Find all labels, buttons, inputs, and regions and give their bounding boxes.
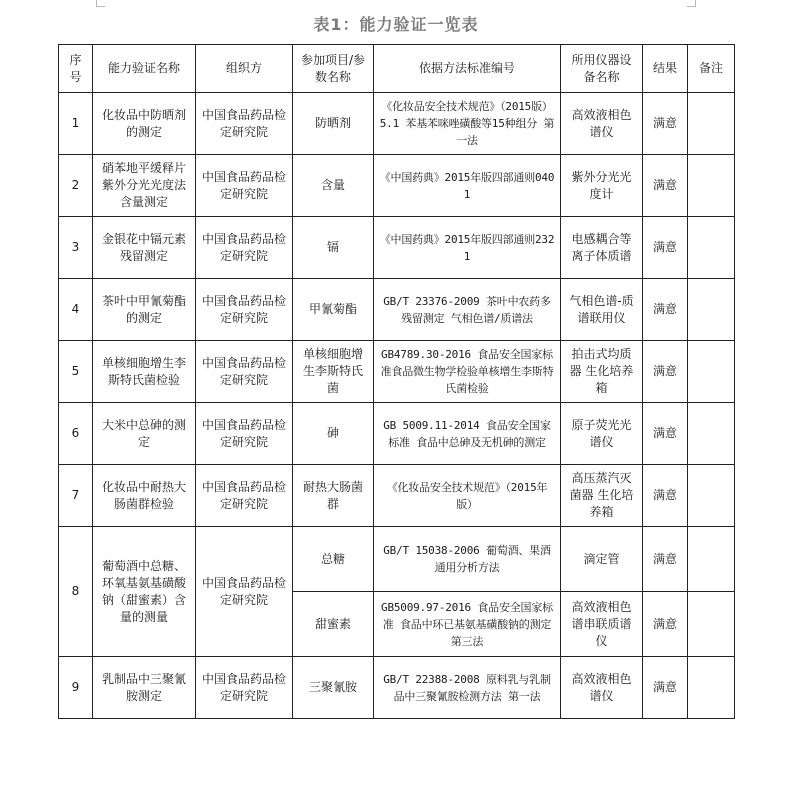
cell-item: 耐热大肠菌群	[293, 465, 374, 527]
header-name: 能力验证名称	[93, 45, 196, 93]
cell-item: 三聚氰胺	[293, 657, 374, 719]
cell-name: 乳制品中三聚氰胺测定	[93, 657, 196, 719]
table-row	[59, 403, 735, 465]
table-row	[59, 527, 735, 592]
cell-result: 满意	[643, 527, 688, 592]
cell-name: 茶叶中甲氰菊酯的测定	[93, 279, 196, 341]
cell-org: 中国食品药品检定研究院	[196, 657, 293, 719]
cell-no: 9	[59, 657, 93, 719]
cell-method: 《化妆品安全技术规范》（2015年版）	[374, 465, 561, 527]
cell-note	[688, 217, 735, 279]
cell-result: 满意	[643, 592, 688, 657]
header-method: 依据方法标准编号	[374, 45, 561, 93]
cell-item: 防晒剂	[293, 93, 374, 155]
header-row	[59, 45, 735, 93]
cell-org: 中国食品药品检定研究院	[196, 527, 293, 657]
cell-no: 5	[59, 341, 93, 403]
cell-no: 6	[59, 403, 93, 465]
cell-name: 葡萄酒中总糖、环氧基氨基磺酸钠（甜蜜素）含量的测量	[93, 527, 196, 657]
cell-instrument: 高效液相色谱串联质谱仪	[561, 592, 643, 657]
cell-name: 硝苯地平缓释片紫外分光光度法含量测定	[93, 155, 196, 217]
cell-result: 满意	[643, 93, 688, 155]
cell-instrument: 高效液相色谱仪	[561, 93, 643, 155]
cell-no: 4	[59, 279, 93, 341]
cell-item: 镉	[293, 217, 374, 279]
table-row	[59, 657, 735, 719]
cell-note	[688, 465, 735, 527]
cell-note	[688, 527, 735, 592]
header-instrument: 所用仪器设备名称	[561, 45, 643, 93]
cell-item: 甜蜜素	[293, 592, 374, 657]
cell-note	[688, 403, 735, 465]
table-title: 表1：能力验证一览表	[313, 15, 479, 34]
cell-no: 7	[59, 465, 93, 527]
cell-result: 满意	[643, 403, 688, 465]
cell-method: GB5009.97-2016 食品安全国家标准 食品中环已基氨基磺酸钠的测定 第三法	[374, 592, 561, 657]
cell-instrument: 高压蒸汽灭菌器 生化培养箱	[561, 465, 643, 527]
proficiency-testing-table	[58, 44, 735, 719]
header-item: 参加项目/参数名称	[293, 45, 374, 93]
page-corner-mark-left	[96, 0, 105, 7]
cell-note	[688, 279, 735, 341]
table-row	[59, 217, 735, 279]
cell-method: 《中国药典》2015年版四部通则2321	[374, 217, 561, 279]
cell-org: 中国食品药品检定研究院	[196, 341, 293, 403]
cell-method: 《化妆品安全技术规范》（2015版）5.1 苯基苯咪唑磺酸等15种组分 第一法	[374, 93, 561, 155]
cell-result: 满意	[643, 279, 688, 341]
cell-org: 中国食品药品检定研究院	[196, 403, 293, 465]
cell-instrument: 拍击式均质器 生化培养箱	[561, 341, 643, 403]
cell-method: GB/T 15038-2006 葡萄酒、果酒通用分析方法	[374, 527, 561, 592]
cell-result: 满意	[643, 341, 688, 403]
cell-name: 金银花中镉元素残留测定	[93, 217, 196, 279]
cell-result: 满意	[643, 657, 688, 719]
cell-instrument: 原子荧光光谱仪	[561, 403, 643, 465]
cell-note	[688, 657, 735, 719]
cell-no: 3	[59, 217, 93, 279]
cell-item: 甲氰菊酯	[293, 279, 374, 341]
cell-no: 2	[59, 155, 93, 217]
cell-name: 化妆品中耐热大肠菌群检验	[93, 465, 196, 527]
table-row	[59, 279, 735, 341]
cell-method: GB 5009.11-2014 食品安全国家标准 食品中总砷及无机砷的测定	[374, 403, 561, 465]
cell-org: 中国食品药品检定研究院	[196, 155, 293, 217]
cell-note	[688, 93, 735, 155]
cell-item: 总糖	[293, 527, 374, 592]
table-row	[59, 155, 735, 217]
cell-org: 中国食品药品检定研究院	[196, 217, 293, 279]
cell-result: 满意	[643, 155, 688, 217]
header-result: 结果	[643, 45, 688, 93]
cell-method: 《中国药典》2015年版四部通则0401	[374, 155, 561, 217]
cell-instrument: 紫外分光光度计	[561, 155, 643, 217]
header-no: 序号	[59, 45, 93, 93]
cell-method: GB/T 22388-2008 原料乳与乳制品中三聚氰胺检测方法 第一法	[374, 657, 561, 719]
header-org: 组织方	[196, 45, 293, 93]
cell-item: 单核细胞增生李斯特氏菌	[293, 341, 374, 403]
cell-method: GB/T 23376-2009 茶叶中农药多残留测定 气相色谱/质谱法	[374, 279, 561, 341]
cell-result: 满意	[643, 217, 688, 279]
table-row	[59, 93, 735, 155]
cell-org: 中国食品药品检定研究院	[196, 279, 293, 341]
table-row	[59, 465, 735, 527]
cell-org: 中国食品药品检定研究院	[196, 93, 293, 155]
cell-no: 8	[59, 527, 93, 657]
cell-method: GB4789.30-2016 食品安全国家标准食品微生物学检验单核增生李斯特氏菌检验	[374, 341, 561, 403]
cell-item: 含量	[293, 155, 374, 217]
cell-note	[688, 341, 735, 403]
cell-instrument: 滴定管	[561, 527, 643, 592]
cell-item: 砷	[293, 403, 374, 465]
cell-name: 单核细胞增生李斯特氏菌检验	[93, 341, 196, 403]
cell-note	[688, 155, 735, 217]
cell-no: 1	[59, 93, 93, 155]
cell-instrument: 高效液相色谱仪	[561, 657, 643, 719]
cell-name: 大米中总砷的测定	[93, 403, 196, 465]
table-row	[59, 341, 735, 403]
header-note: 备注	[688, 45, 735, 93]
cell-name: 化妆品中防晒剂的测定	[93, 93, 196, 155]
cell-instrument: 气相色谱-质谱联用仪	[561, 279, 643, 341]
page-corner-mark-right	[687, 0, 696, 7]
cell-note	[688, 592, 735, 657]
cell-instrument: 电感耦合等离子体质谱	[561, 217, 643, 279]
cell-org: 中国食品药品检定研究院	[196, 465, 293, 527]
cell-result: 满意	[643, 465, 688, 527]
